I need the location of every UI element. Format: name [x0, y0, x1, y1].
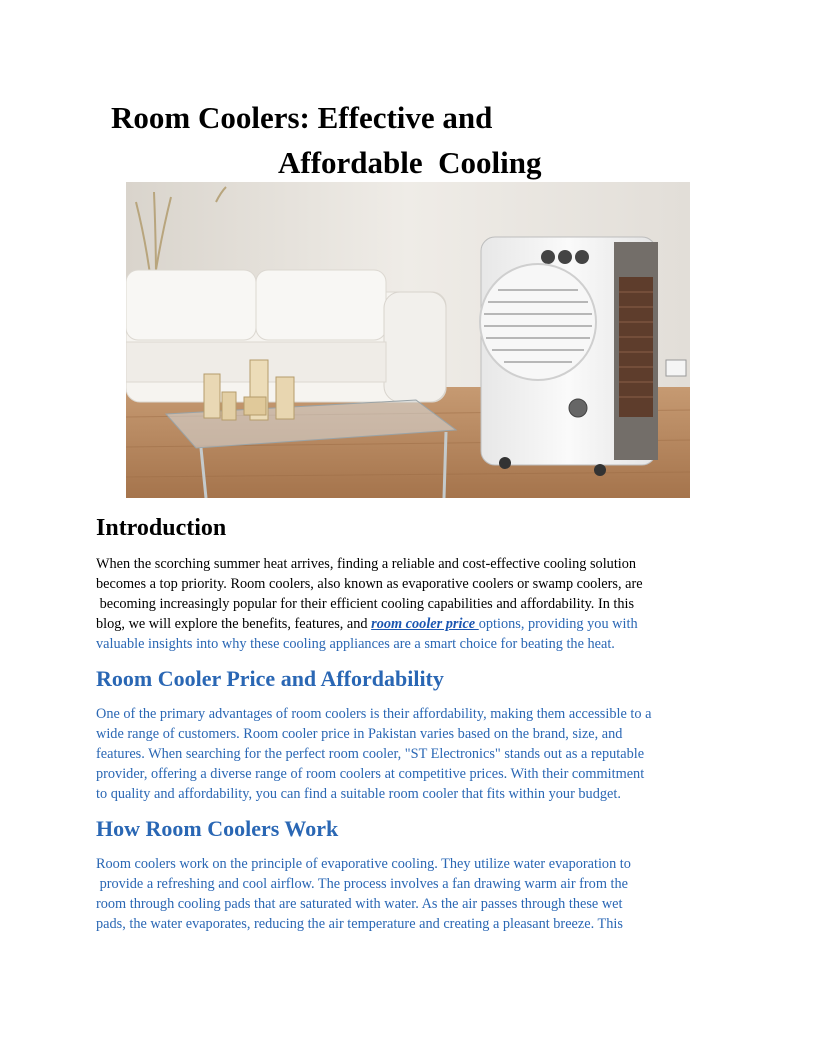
introduction-line-3: becoming increasingly popular for their efficient cooling capabilities and affordability. In this: [96, 596, 635, 612]
introduction-line-1: When the scorching summer heat arrives, finding a reliable and cost-effective cooling solution: [96, 556, 637, 572]
how-section-heading: How Room Coolers Work: [96, 816, 339, 841]
introduction-line-4: [96, 615, 736, 635]
how-line-1: Room coolers work on the principle of evaporative cooling. They utilize water evaporation to: [96, 856, 631, 872]
how-line-4: pads, the water evaporates, reducing the air temperature and creating a pleasant breeze. This: [96, 916, 623, 932]
introduction-line-4-prefix: blog, we will explore the benefits, features, and: [96, 616, 372, 632]
how-line-2: provide a refreshing and cool airflow. The process involves a fan drawing warm air from the: [96, 876, 628, 892]
hero-image-room-cooler: [126, 182, 690, 498]
how-line-3: room through cooling pads that are saturated with water. As the air passes through these wet: [96, 896, 623, 912]
price-line-2: wide range of customers. Room cooler price in Pakistan varies based on the brand, size, and: [96, 726, 623, 742]
introduction-heading: Introduction: [96, 515, 227, 541]
price-line-1: One of the primary advantages of room coolers is their affordability, making them accessible to a: [96, 706, 652, 722]
price-line-5: to quality and affordability, you can find a suitable room cooler that fits within your budget.: [96, 786, 621, 802]
page-title-line-1: Room Coolers: Effective and: [111, 100, 493, 135]
price-line-4: provider, offering a diverse range of room coolers at competitive prices. With their commitment: [96, 766, 645, 782]
price-section-heading: Room Cooler Price and Affordability: [96, 666, 444, 691]
wall-socket: [666, 360, 686, 376]
introduction-line-4-suffix: options, providing you with: [478, 616, 638, 632]
room-cooler: [480, 237, 658, 476]
room-cooler-price-link[interactable]: room cooler price: [371, 616, 479, 632]
introduction-line-2: becomes a top priority. Room coolers, also known as evaporative coolers or swamp coolers, are: [96, 576, 643, 592]
price-line-3: features. When searching for the perfect room cooler, "ST Electronics" stands out as a reputable: [96, 746, 645, 762]
page-title-line-2: Affordable Cooling: [278, 145, 542, 180]
introduction-line-5: valuable insights into why these cooling appliances are a smart choice for beating the heat.: [96, 636, 615, 652]
